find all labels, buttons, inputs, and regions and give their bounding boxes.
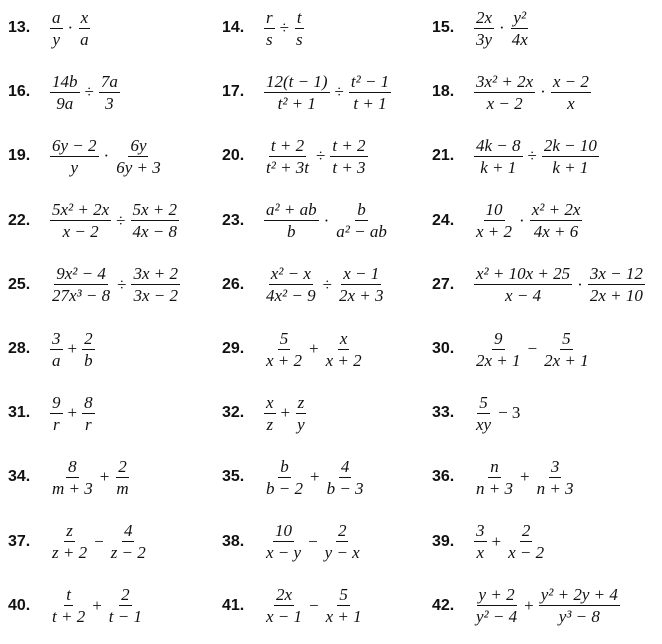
numerator: z xyxy=(66,521,73,541)
expression xyxy=(472,457,578,498)
operator: + xyxy=(280,403,291,423)
problem-33 xyxy=(432,387,523,439)
denominator: n + 3 xyxy=(536,478,574,498)
problem-number: 27. xyxy=(432,275,455,293)
fraction xyxy=(264,136,311,177)
numerator: t + 2 xyxy=(270,135,305,155)
numerator: t² − 1 xyxy=(350,71,390,91)
problem-25 xyxy=(8,259,182,311)
operator: + xyxy=(99,467,110,487)
expression xyxy=(262,136,370,177)
numerator: 3 xyxy=(550,456,560,476)
fraction xyxy=(50,200,111,241)
fraction xyxy=(264,393,276,434)
fraction xyxy=(109,521,148,562)
operator: + xyxy=(309,339,319,358)
fraction xyxy=(99,72,120,113)
denominator: y xyxy=(297,414,305,434)
expression xyxy=(262,264,388,305)
problem-number: 26. xyxy=(222,275,245,293)
expression xyxy=(262,8,307,49)
numerator: 2 xyxy=(84,328,93,348)
numerator: 2 xyxy=(521,521,531,541)
denominator: t² + 1 xyxy=(277,93,316,113)
denominator: x − 2 xyxy=(486,93,523,113)
denominator: k + 1 xyxy=(552,157,589,177)
denominator: a xyxy=(52,350,61,370)
fraction xyxy=(542,329,591,370)
problem-39 xyxy=(432,516,548,568)
problem-number: 15. xyxy=(432,19,455,36)
denominator: y xyxy=(52,29,61,49)
expression xyxy=(48,200,181,241)
fraction xyxy=(264,72,330,113)
operator: · xyxy=(577,274,583,294)
denominator: t + 1 xyxy=(353,93,387,113)
denominator: 4x² − 9 xyxy=(266,286,316,306)
fraction xyxy=(131,264,180,305)
fraction xyxy=(114,136,163,177)
problem-number: 13. xyxy=(8,19,31,36)
numerator: 5 xyxy=(479,392,488,412)
fraction xyxy=(107,585,144,626)
numerator: x − 1 xyxy=(343,264,380,284)
numerator: 14b xyxy=(52,71,78,91)
numerator: 3x − 12 xyxy=(589,264,643,284)
denominator: r xyxy=(52,414,60,434)
numerator: 3 xyxy=(52,328,61,348)
problem-29 xyxy=(222,323,366,375)
denominator: y² − 4 xyxy=(476,607,518,627)
expression xyxy=(472,8,532,49)
fraction xyxy=(337,264,386,305)
fraction xyxy=(474,521,487,562)
numerator: 4 xyxy=(340,456,350,476)
expression xyxy=(262,200,391,241)
fraction xyxy=(264,329,304,370)
denominator: x xyxy=(567,93,575,113)
problem-number: 24. xyxy=(432,211,455,229)
denominator: y − x xyxy=(324,543,360,563)
numerator: 5 xyxy=(339,585,348,605)
fraction xyxy=(264,8,275,49)
denominator: m xyxy=(116,478,129,498)
fraction xyxy=(295,393,307,434)
operator: · xyxy=(540,82,546,102)
numerator: 2k − 10 xyxy=(543,135,597,155)
denominator: 9a xyxy=(56,93,74,113)
problem-36 xyxy=(432,451,578,503)
operator: + xyxy=(67,403,78,423)
fraction xyxy=(264,457,305,498)
fraction xyxy=(50,8,63,49)
problem-15 xyxy=(432,2,532,54)
expression xyxy=(472,72,593,113)
fraction xyxy=(50,393,63,434)
denominator: x − y xyxy=(266,543,302,563)
numerator: 10 xyxy=(275,521,293,541)
numerator: 9 xyxy=(494,328,503,348)
problem-number: 21. xyxy=(432,147,455,165)
denominator: x − 2 xyxy=(508,543,545,563)
fraction xyxy=(264,264,318,305)
problem-20 xyxy=(222,130,370,182)
expression xyxy=(48,521,150,562)
expression xyxy=(472,585,622,626)
fraction xyxy=(474,585,519,626)
numerator: 7a xyxy=(100,71,118,91)
denominator: x + 1 xyxy=(325,607,362,627)
fraction xyxy=(474,136,523,177)
fraction xyxy=(539,585,620,626)
denominator: 6y + 3 xyxy=(116,157,161,177)
fraction xyxy=(50,585,87,626)
fraction xyxy=(530,200,583,241)
operator: + xyxy=(491,531,502,551)
operator: · xyxy=(67,18,74,37)
fraction xyxy=(131,200,180,241)
problem-number: 18. xyxy=(432,83,455,101)
fraction xyxy=(264,521,303,562)
operator: ÷ xyxy=(316,146,326,166)
fraction xyxy=(264,200,319,241)
problem-number: 40. xyxy=(8,596,31,614)
fraction xyxy=(50,72,80,113)
numerator: 3x² + 2x xyxy=(476,71,534,91)
denominator: k + 1 xyxy=(480,157,517,177)
operator: ÷ xyxy=(117,274,127,294)
problem-number: 14. xyxy=(222,19,245,36)
numerator: 4k − 8 xyxy=(476,135,521,155)
numerator: 6y xyxy=(130,135,147,155)
problem-23 xyxy=(222,195,391,247)
numerator: x xyxy=(80,7,89,27)
numerator: b xyxy=(357,200,366,220)
numerator: 6y − 2 xyxy=(52,135,97,155)
fraction xyxy=(542,136,599,177)
numerator: a xyxy=(52,7,61,27)
expression xyxy=(262,521,364,562)
numerator: t + 2 xyxy=(332,135,366,155)
expression xyxy=(48,393,97,434)
problem-18 xyxy=(432,66,593,118)
denominator: xy xyxy=(476,414,492,434)
denominator: t − 1 xyxy=(108,607,142,627)
denominator: 4x − 8 xyxy=(132,222,178,242)
denominator: x − 1 xyxy=(266,607,303,627)
operator: · xyxy=(103,146,110,166)
numerator: 2 xyxy=(337,521,347,541)
denominator: y³ − 8 xyxy=(558,607,600,627)
fraction xyxy=(349,72,391,113)
problem-31 xyxy=(8,387,97,439)
problem-number: 36. xyxy=(432,468,455,486)
expression xyxy=(472,264,647,305)
problem-number: 33. xyxy=(432,404,455,422)
operator: · xyxy=(323,210,330,230)
denominator: 2x + 1 xyxy=(544,350,589,370)
numerator: n xyxy=(490,456,499,476)
denominator: x xyxy=(476,543,485,563)
fraction xyxy=(325,457,366,498)
numerator: 8 xyxy=(84,392,93,412)
problem-37 xyxy=(8,516,150,568)
numerator: x xyxy=(339,328,348,348)
denominator: y xyxy=(70,157,79,177)
numerator: 10 xyxy=(485,200,503,220)
numerator: 12(t − 1) xyxy=(266,71,328,91)
problem-number: 41. xyxy=(222,596,245,614)
numerator: 9 xyxy=(52,392,61,412)
denominator: z − 2 xyxy=(110,543,146,563)
fraction xyxy=(50,264,112,305)
fraction xyxy=(474,264,572,305)
fraction xyxy=(50,521,89,562)
operator: · xyxy=(519,210,525,230)
problem-number: 22. xyxy=(8,211,31,229)
fraction xyxy=(114,457,130,498)
expression xyxy=(48,72,122,113)
problem-number: 38. xyxy=(222,532,245,550)
denominator: b − 2 xyxy=(266,478,303,498)
numerator: 2x xyxy=(476,7,493,27)
fraction xyxy=(474,329,523,370)
problem-21 xyxy=(432,130,601,182)
problem-number: 30. xyxy=(432,340,455,357)
problem-number: 25. xyxy=(8,275,31,293)
fraction xyxy=(50,329,63,370)
problem-28 xyxy=(8,323,97,375)
numerator: 5x² + 2x xyxy=(52,200,110,220)
denominator: 27x³ − 8 xyxy=(52,286,111,306)
operator: ÷ xyxy=(116,210,126,230)
fraction xyxy=(506,521,546,562)
numerator: x² − x xyxy=(270,264,311,284)
denominator: n + 3 xyxy=(476,478,513,498)
problem-number: 28. xyxy=(8,340,31,357)
problem-number: 35. xyxy=(222,468,245,486)
problem-number: 37. xyxy=(8,532,31,550)
denominator: z + 2 xyxy=(52,543,88,563)
problem-number: 29. xyxy=(222,340,245,357)
problem-16 xyxy=(8,66,122,118)
fraction xyxy=(474,8,494,49)
problem-number: 19. xyxy=(8,147,31,165)
operator: + xyxy=(92,595,102,615)
denominator: b xyxy=(84,350,93,370)
operator: · xyxy=(499,18,505,37)
problem-number: 32. xyxy=(222,404,245,422)
problem-number: 34. xyxy=(8,468,31,486)
numerator: 2x xyxy=(275,585,293,605)
numerator: r xyxy=(266,7,273,27)
expression xyxy=(472,329,593,370)
denominator: b xyxy=(287,222,296,242)
denominator: 4x xyxy=(511,29,528,49)
expression xyxy=(262,393,309,434)
denominator: z xyxy=(266,414,274,434)
numerator: y + 2 xyxy=(478,585,515,605)
operator: − xyxy=(308,531,318,551)
fraction xyxy=(551,72,591,113)
problem-number: 42. xyxy=(432,596,455,614)
numerator: 9x² − 4 xyxy=(56,264,106,284)
numerator: 2 xyxy=(121,585,130,605)
expression xyxy=(48,264,182,305)
denominator: r xyxy=(85,414,92,434)
denominator: s xyxy=(295,29,303,49)
denominator: x − 4 xyxy=(505,286,542,306)
expression xyxy=(472,200,584,241)
denominator: x + 2 xyxy=(325,350,362,370)
operator: − xyxy=(94,531,104,551)
problem-number: 16. xyxy=(8,83,31,101)
numerator: z xyxy=(297,392,305,412)
fraction xyxy=(294,8,305,49)
fraction xyxy=(535,457,576,498)
problem-38 xyxy=(222,516,364,568)
expression xyxy=(48,8,93,49)
denominator: 2x + 1 xyxy=(476,350,521,370)
denominator: t² + 3t xyxy=(266,157,310,177)
denominator: x − 2 xyxy=(62,222,99,242)
problem-19 xyxy=(8,130,165,182)
fraction xyxy=(324,329,364,370)
fraction xyxy=(78,8,91,49)
numerator: b xyxy=(280,456,289,476)
problem-number: 39. xyxy=(432,532,455,550)
expression xyxy=(262,457,368,498)
problem-22 xyxy=(8,195,181,247)
operator: ÷ xyxy=(322,274,332,294)
numerator: 3x + 2 xyxy=(133,264,178,284)
denominator: a² − ab xyxy=(336,222,387,242)
operator: − xyxy=(527,339,538,358)
fraction xyxy=(264,585,304,626)
problem-number: 20. xyxy=(222,147,245,165)
fraction xyxy=(82,329,95,370)
problem-41 xyxy=(222,580,366,632)
numerator: x − 2 xyxy=(552,71,589,91)
expression xyxy=(472,521,548,562)
numerator: 3 xyxy=(476,521,485,541)
denominator: m + 3 xyxy=(52,478,93,498)
numerator: x² + 10x + 25 xyxy=(476,264,571,284)
denominator: t + 3 xyxy=(332,157,366,177)
problem-27 xyxy=(432,259,647,311)
fraction xyxy=(324,585,364,626)
fraction xyxy=(588,264,645,305)
numerator: a² + ab xyxy=(266,200,317,220)
expression xyxy=(262,585,366,626)
expression xyxy=(48,136,165,177)
problem-14 xyxy=(222,2,307,54)
expression xyxy=(262,72,393,113)
operator: + xyxy=(524,595,534,615)
operator: − 3 xyxy=(498,403,521,423)
problem-34 xyxy=(8,451,133,503)
denominator: b − 3 xyxy=(326,478,364,498)
numerator: x² + 2x xyxy=(531,200,581,220)
expression xyxy=(472,136,601,177)
problem-number: 23. xyxy=(222,211,245,229)
expression xyxy=(48,329,97,370)
problem-24 xyxy=(432,195,584,247)
numerator: 4 xyxy=(123,521,133,541)
fraction xyxy=(474,200,514,241)
operator: ÷ xyxy=(84,82,94,102)
problem-42 xyxy=(432,580,622,632)
numerator: 5 xyxy=(562,328,571,348)
denominator: 3 xyxy=(105,93,114,113)
operator: ÷ xyxy=(527,146,537,166)
fraction xyxy=(330,136,367,177)
problem-26 xyxy=(222,259,388,311)
problem-32 xyxy=(222,387,309,439)
operator: + xyxy=(67,339,78,358)
denominator: 2x + 10 xyxy=(589,286,643,306)
problem-30 xyxy=(432,323,593,375)
fraction xyxy=(82,393,95,434)
denominator: a xyxy=(80,29,89,49)
fraction xyxy=(50,457,95,498)
expression xyxy=(48,457,133,498)
operator: + xyxy=(309,467,320,487)
operator: ÷ xyxy=(279,18,289,37)
numerator: y² xyxy=(513,7,527,27)
problem-35 xyxy=(222,451,368,503)
fraction xyxy=(474,72,535,113)
denominator: t + 2 xyxy=(52,607,86,627)
denominator: 3x − 2 xyxy=(133,286,178,306)
operator: ÷ xyxy=(334,82,344,102)
numerator: 5x + 2 xyxy=(132,200,178,220)
fraction xyxy=(474,393,493,434)
expression xyxy=(262,329,366,370)
numerator: 8 xyxy=(68,456,77,476)
problem-17 xyxy=(222,66,393,118)
fraction xyxy=(474,457,515,498)
problem-40 xyxy=(8,580,146,632)
denominator: x + 2 xyxy=(266,350,303,370)
numerator: x xyxy=(266,392,274,412)
numerator: y² + 2y + 4 xyxy=(540,585,618,605)
numerator: t xyxy=(66,585,71,605)
denominator: s xyxy=(266,29,273,49)
problem-number: 31. xyxy=(8,404,31,422)
denominator: 3y xyxy=(476,29,493,49)
expression xyxy=(472,393,523,434)
fraction xyxy=(510,8,530,49)
numerator: 2 xyxy=(118,456,127,476)
fraction xyxy=(334,200,389,241)
problem-13 xyxy=(8,2,93,54)
numerator: 5 xyxy=(279,328,289,348)
fraction xyxy=(50,136,99,177)
numerator: t xyxy=(296,7,302,27)
operator: + xyxy=(519,467,530,487)
fraction xyxy=(323,521,362,562)
problem-number: 17. xyxy=(222,83,245,101)
denominator: 2x + 3 xyxy=(338,286,384,306)
denominator: x + 2 xyxy=(476,222,513,242)
operator: − xyxy=(309,595,319,615)
expression xyxy=(48,585,146,626)
denominator: 4x + 6 xyxy=(533,222,579,242)
